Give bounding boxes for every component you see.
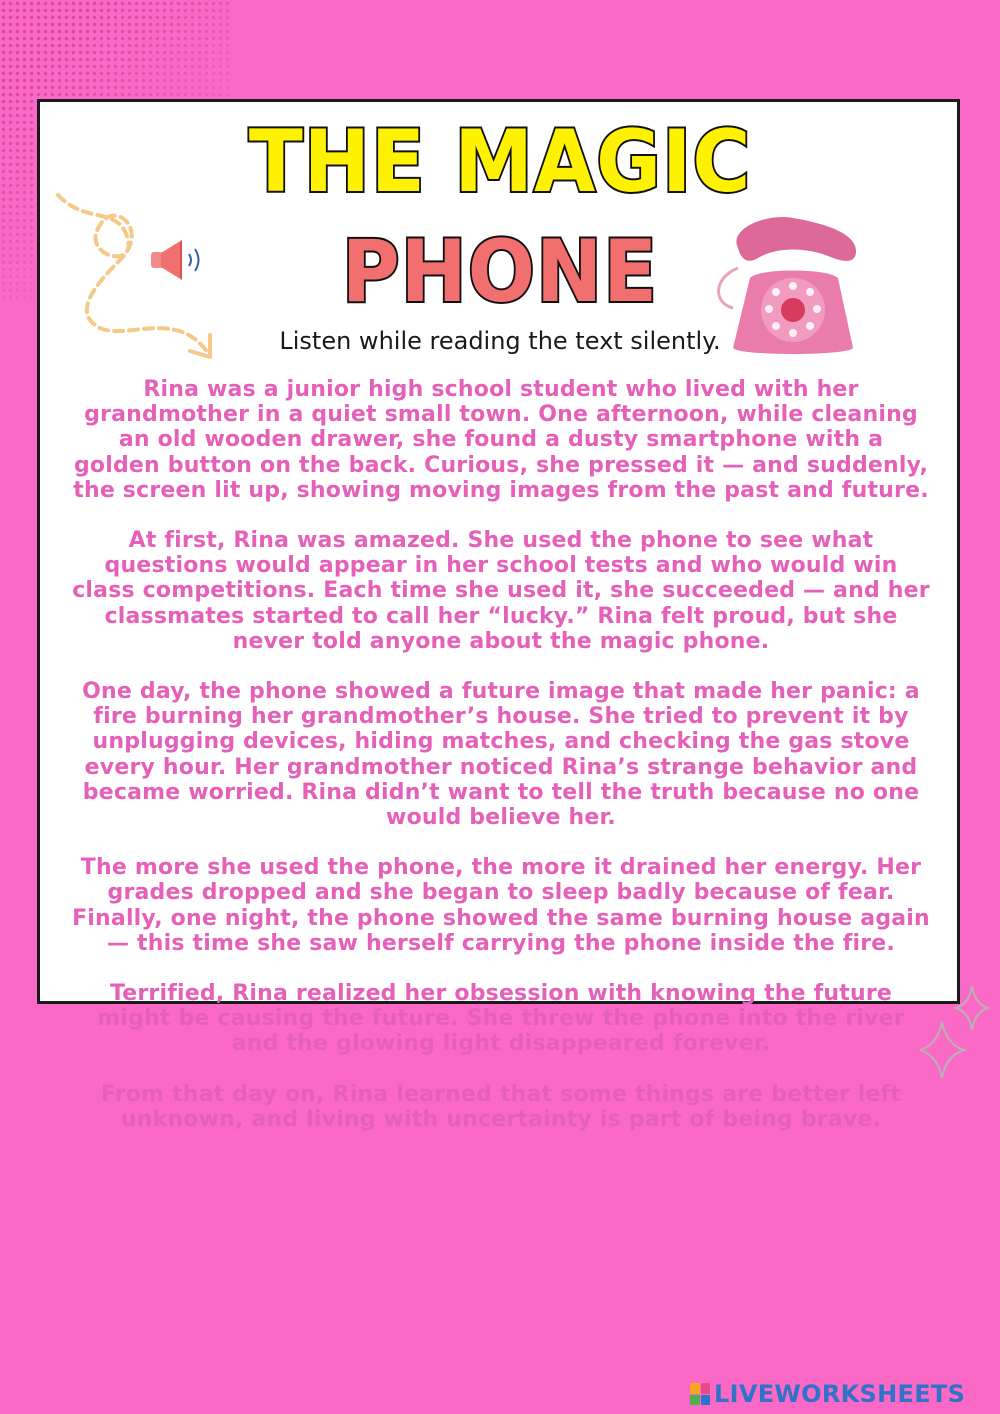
story-paragraph: At first, Rina was amazed. She used the phone to see what questions would appear in her school tests and who would win class competitions. Each time she used it, she succeeded — and her classmates started to call her “lucky.” Rina felt proud, but she never told anyone about the magic phone. <box>72 528 930 654</box>
liveworksheets-logo[interactable] <box>690 1381 965 1407</box>
brand-name: LIVEWORKSHEETS <box>714 1380 966 1408</box>
listening-instruction: Listen while reading the text silently. <box>279 327 721 355</box>
sparkle-icon <box>920 982 1000 1092</box>
story-paragraph: The more she used the phone, the more it drained her energy. Her grades dropped and she began to sleep badly because of fear. Finally, one night, the phone showed the same burning house again — this time she saw herself carrying the phone inside the fire. <box>72 855 930 956</box>
brand-logo-icon <box>690 1383 710 1405</box>
story-paragraph: Rina was a junior high school student who lived with her grandmother in a quiet small town. One afternoon, while cleaning an old wooden drawer, she found a dusty smartphone with a golden button on the back. Curious, she pressed it — and suddenly, the screen lit up, showing moving images from the past and future. <box>73 377 929 503</box>
title-line-1: THE MAGIC <box>248 112 752 212</box>
story-paragraph: From that day on, Rina learned that some things are better left unknown, and living with uncertainty is part of being brave. <box>100 1081 902 1132</box>
title-line-2: PHONE <box>341 222 659 322</box>
story-paragraph: Terrified, Rina realized her obsession with knowing the future might be causing the future. She threw the phone into the river and the glowing light disappeared forever. <box>97 981 905 1057</box>
story-paragraph: One day, the phone showed a future image that made her panic: a fire burning her grandmother’s house. She tried to prevent it by unplugging devices, hiding matches, and checking the gas stove every hour. Her grandmother noticed Rina’s strange behavior and became worried. Rina didn’t want to tell the truth because no one would believe her. <box>82 679 920 831</box>
story-text <box>72 377 930 1157</box>
